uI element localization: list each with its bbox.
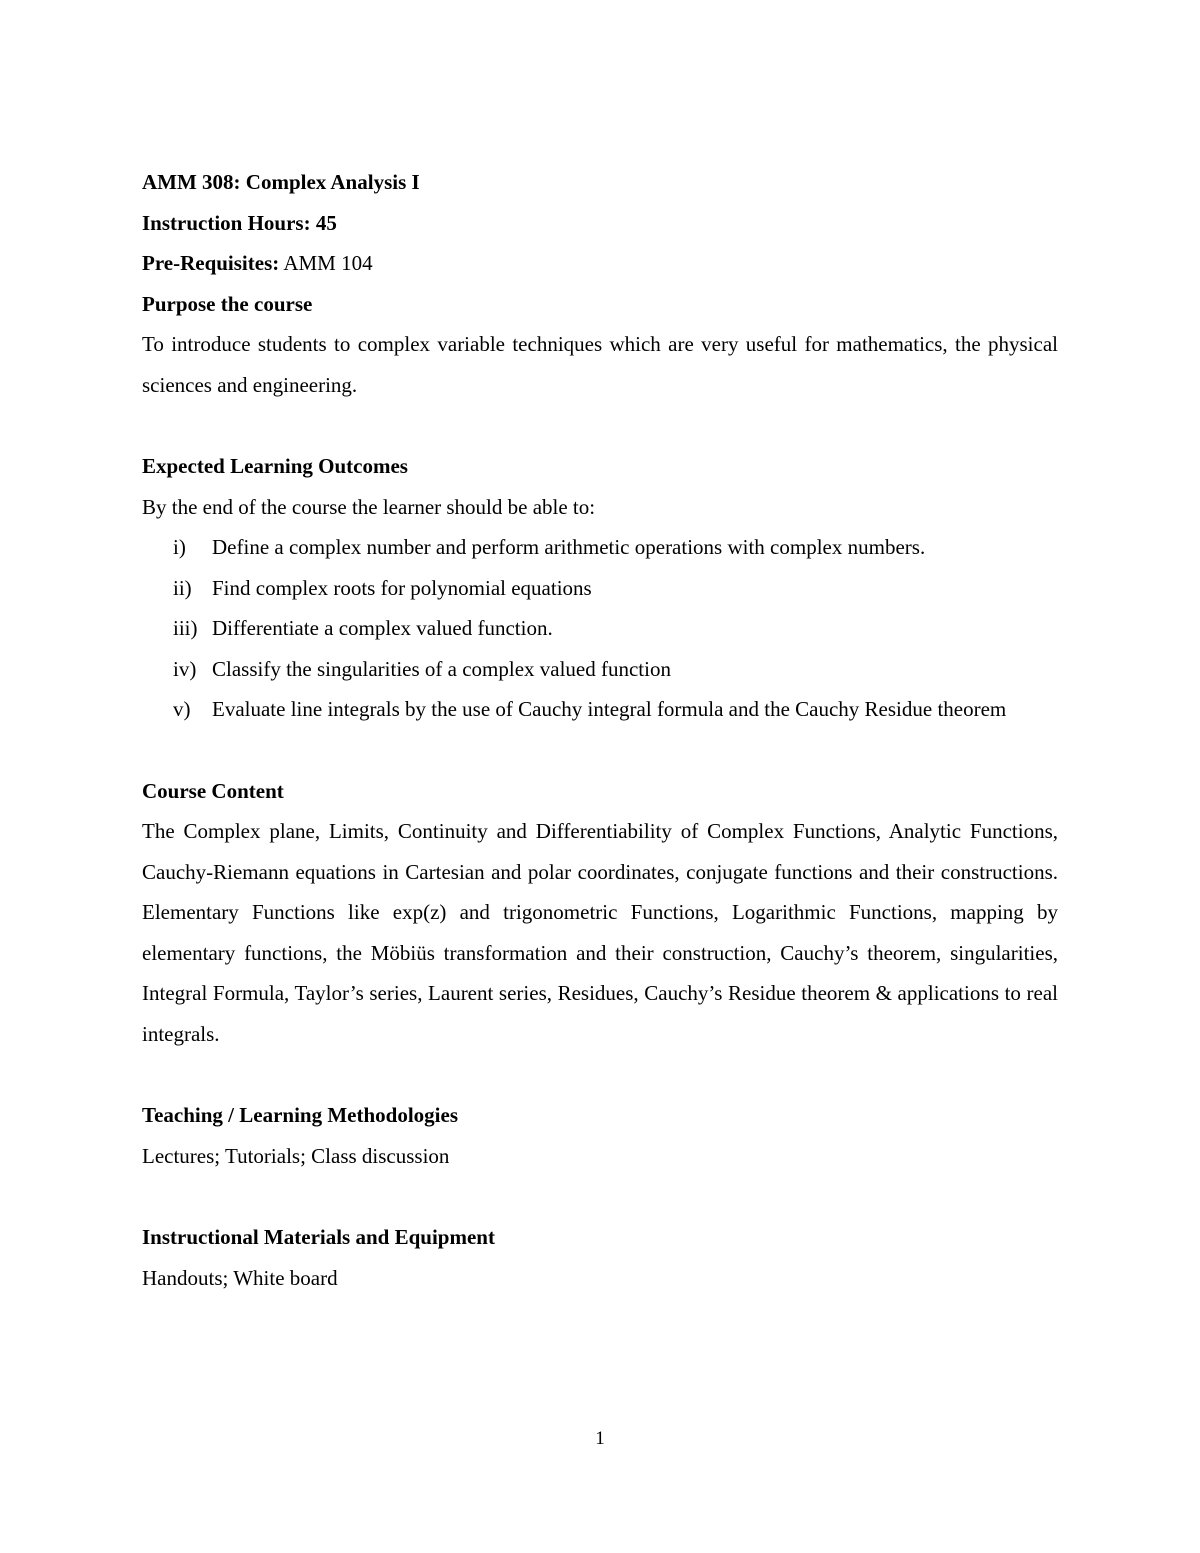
materials-text: Handouts; White board bbox=[142, 1265, 338, 1290]
document-body bbox=[142, 162, 1058, 1298]
instruction-hours: Instruction Hours: 45 bbox=[142, 210, 337, 235]
outcome-number: v) bbox=[173, 697, 191, 721]
outcome-text: Define a complex number and perform arithmetic operations with complex numbers. bbox=[212, 535, 926, 559]
outcome-text: Differentiate a complex valued function. bbox=[212, 616, 553, 640]
outcome-item bbox=[142, 608, 1058, 649]
outcome-item bbox=[142, 689, 1058, 730]
prerequisites-label: Pre-Requisites: bbox=[142, 251, 280, 275]
content-text: The Complex plane, Limits, Continuity and Differentiability of Complex Functions, Analytic Functions, Cauchy-Riemann equations in Cartesian and polar coordinates, conjugate functions and their constructions. Elementary Functions like exp(z) and trigonometric Functions, Logarithmic Functions, mapping by elementary functions, the Möbiüs transformation and their construction, Cauchy’s theorem, singularities, Integral Formula, Taylor’s series, Laurent series, Residues, Cauchy’s Residue theorem & applications to real integrals. bbox=[142, 819, 1058, 1046]
outcomes-intro: By the end of the course the learner should be able to: bbox=[142, 494, 596, 519]
outcome-text: Classify the singularities of a complex valued function bbox=[212, 656, 671, 681]
outcome-number: i) bbox=[173, 535, 186, 559]
outcome-item bbox=[142, 527, 1058, 568]
page-number: 1 bbox=[595, 1428, 605, 1449]
spacer bbox=[142, 405, 1058, 446]
outcome-item bbox=[142, 649, 1058, 690]
spacer bbox=[142, 730, 1058, 771]
course-title: AMM 308: Complex Analysis I bbox=[142, 170, 420, 194]
purpose-heading: Purpose the course bbox=[142, 291, 313, 316]
content-heading: Course Content bbox=[142, 778, 284, 803]
outcome-number: ii) bbox=[173, 575, 192, 600]
outcome-text: Evaluate line integrals by the use of Cauchy integral formula and the Cauchy Residue theorem bbox=[212, 697, 1007, 721]
spacer bbox=[142, 1054, 1058, 1095]
outcome-number: iv) bbox=[173, 656, 197, 681]
purpose-text: To introduce students to complex variable techniques which are very useful for mathematics, the physical sciences and engineering. bbox=[142, 332, 1058, 397]
outcomes-list bbox=[142, 527, 1058, 730]
outcome-item bbox=[142, 568, 1058, 609]
methods-heading: Teaching / Learning Methodologies bbox=[142, 1103, 458, 1127]
materials-heading: Instructional Materials and Equipment bbox=[142, 1225, 495, 1249]
prerequisites-line bbox=[142, 243, 1058, 284]
outcomes-heading: Expected Learning Outcomes bbox=[142, 454, 408, 478]
methods-text: Lectures; Tutorials; Class discussion bbox=[142, 1143, 450, 1168]
spacer bbox=[142, 1176, 1058, 1217]
outcome-text: Find complex roots for polynomial equations bbox=[212, 575, 592, 600]
prerequisites-value: AMM 104 bbox=[279, 251, 373, 275]
outcome-number: iii) bbox=[173, 616, 198, 640]
